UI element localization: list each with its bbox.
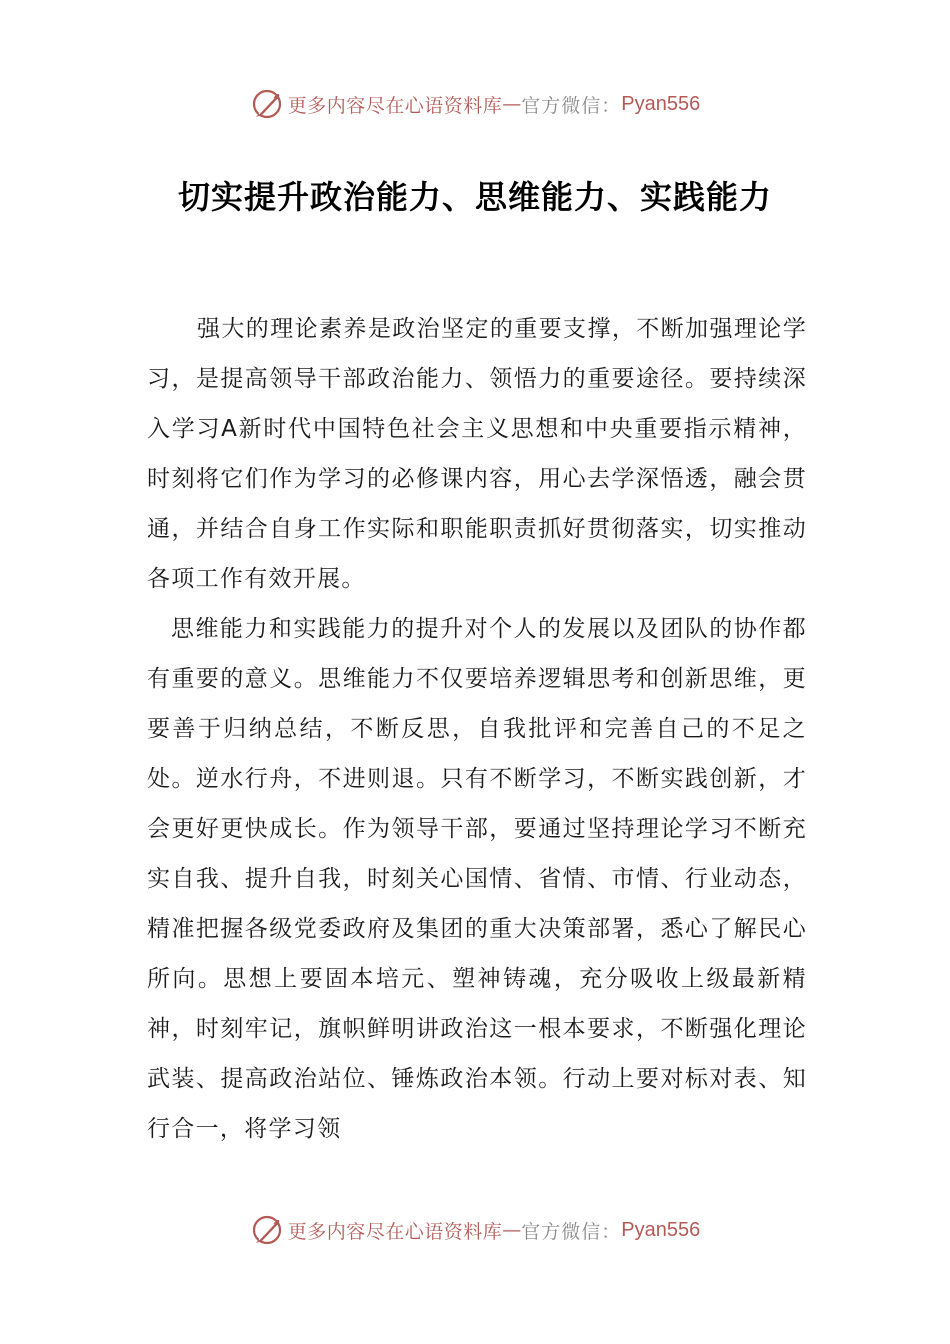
footer-dash: — bbox=[502, 1219, 522, 1241]
quill-logo-icon bbox=[250, 1213, 284, 1247]
paragraph-2: 思维能力和实践能力的提升对个人的发展以及团队的协作都有重要的意义。思维能力不仅要培养逻辑思考和创新思维，更要善于归纳总结，不断反思，自我批评和完善自己的不足之处。逆水行舟，不进则退。只有不断学习，不断实践创新，才会更好更快成长。作为领导干部，要通过坚持理论学习不断充实自我、提升自我，时刻关心国情、省情、市情、行业动态，精准把握各级党委政府及集团的重大决策部署，悉心了解民心所向。思想上要固本培元、塑神铸魂，充分吸收上级最新精神，时刻牢记，旗帜鲜明讲政治这一根本要求，不断强化理论武装、提高政治站位、锤炼政治本领。行动上要对标对表、知行合一，将学习领 bbox=[147, 616, 807, 1142]
paragraph-1: 强大的理论素养是政治坚定的重要支撑，不断加强理论学习，是提高领导干部政治能力、领悟力的重要途径。要持续深入学习A新时代中国特色社会主义思想和中央重要指示精神，时刻将它们作为学习的必修课内容，用心去学深悟透，融会贯通，并结合自身工作实际和职能职责抓好贯彻落实，切实推动各项工作有效开展。 bbox=[147, 316, 807, 592]
header-dash: — bbox=[502, 93, 522, 115]
header-brand-text: 更多内容尽在心语资料库 bbox=[287, 94, 503, 117]
document-title: 切实提升政治能力、思维能力、实践能力 bbox=[177, 178, 772, 216]
footer-brand-text: 更多内容尽在心语资料库 bbox=[287, 1220, 503, 1243]
header-wechat-label: 官方微信： bbox=[521, 94, 622, 117]
footer-wechat-id: Pyan556 bbox=[621, 1218, 701, 1241]
document-body bbox=[147, 304, 807, 1154]
header-banner bbox=[0, 84, 950, 124]
header-wechat-id: Pyan556 bbox=[621, 92, 701, 115]
footer-wechat-label: 官方微信： bbox=[521, 1220, 622, 1243]
quill-logo-icon bbox=[250, 87, 284, 121]
footer-banner bbox=[0, 1210, 950, 1250]
